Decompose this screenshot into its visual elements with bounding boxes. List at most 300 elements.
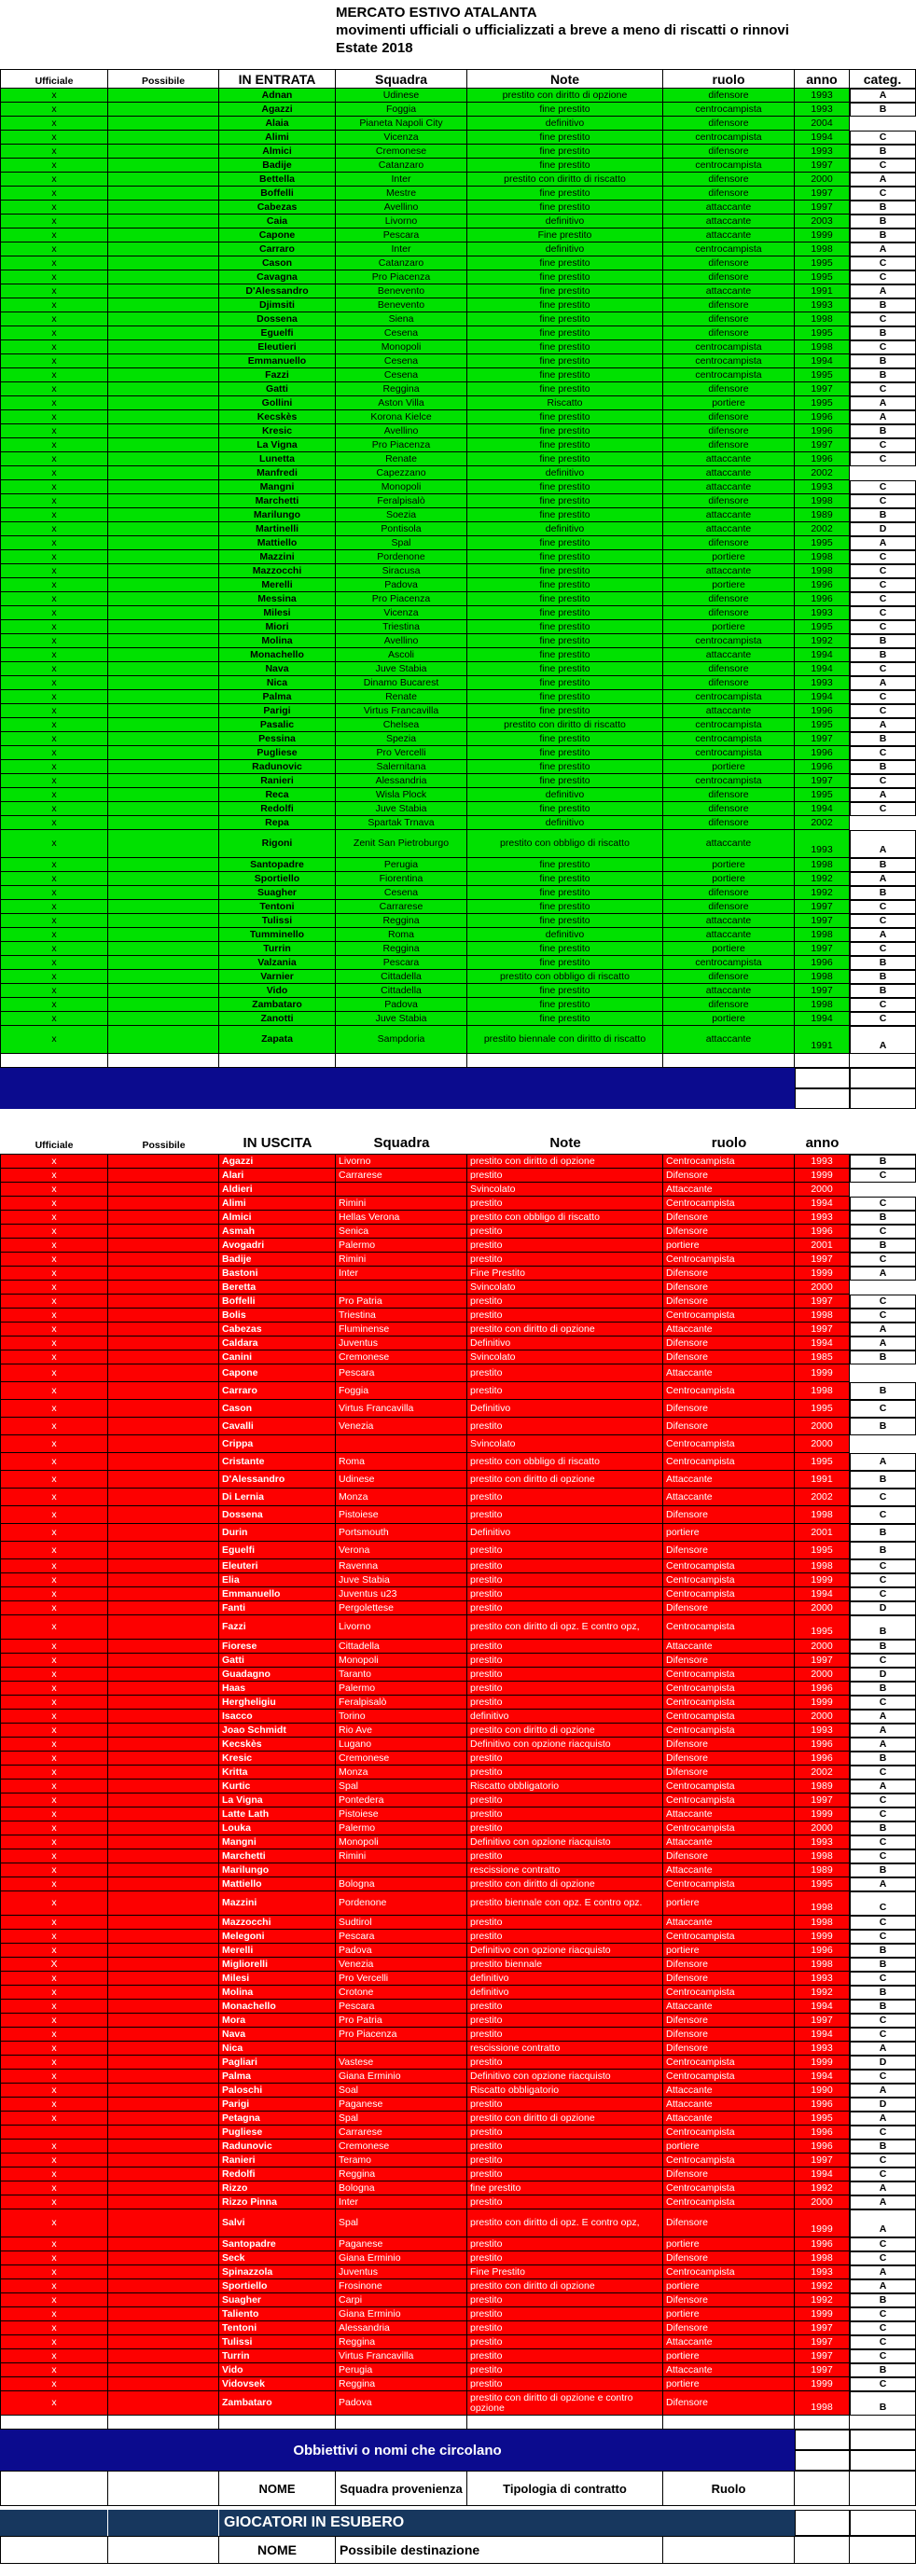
- cell-possibile[interactable]: [108, 1710, 219, 1724]
- cell-possibile[interactable]: [108, 1986, 219, 2000]
- cell-squadra[interactable]: Pescara: [336, 956, 467, 970]
- cell-player-name[interactable]: Fiorese: [219, 1640, 336, 1654]
- cell-anno[interactable]: 1996: [795, 1738, 850, 1752]
- cell-ruolo[interactable]: Centrocampista: [663, 1794, 795, 1807]
- cell-player-name[interactable]: Lunetta: [219, 452, 336, 466]
- cell-note[interactable]: prestito: [467, 1559, 663, 1573]
- cell-note[interactable]: fine prestito: [467, 340, 663, 354]
- cell-possibile[interactable]: [108, 1916, 219, 1930]
- cell-squadra[interactable]: Carrarese: [336, 1169, 467, 1183]
- cell-squadra[interactable]: Reggina: [336, 2167, 467, 2181]
- cell-possibile[interactable]: [108, 634, 219, 648]
- cell-categ[interactable]: C: [850, 606, 916, 620]
- cell-anno[interactable]: 2000: [795, 1183, 850, 1197]
- cell-ruolo[interactable]: difensore: [663, 900, 795, 914]
- cell-possibile[interactable]: [108, 173, 219, 187]
- cell-ruolo[interactable]: portiere: [663, 550, 795, 564]
- cell-anno[interactable]: 1996: [795, 2098, 850, 2112]
- cell-note[interactable]: fine prestito: [467, 802, 663, 816]
- cell-squadra[interactable]: Spal: [336, 1780, 467, 1794]
- cell-ruolo[interactable]: Centrocampista: [663, 2195, 795, 2209]
- cell-note[interactable]: prestito: [467, 1640, 663, 1654]
- cell-player-name[interactable]: Fazzi: [219, 1615, 336, 1640]
- cell-possibile[interactable]: [108, 2209, 219, 2237]
- cell-categ[interactable]: C: [850, 1766, 916, 1780]
- cell-ufficiale[interactable]: x: [0, 2112, 108, 2126]
- cell-squadra[interactable]: Crotone: [336, 1986, 467, 2000]
- cell-player-name[interactable]: Mangni: [219, 480, 336, 494]
- cell-note[interactable]: prestito: [467, 2140, 663, 2154]
- cell-categ[interactable]: C: [850, 312, 916, 326]
- cell-possibile[interactable]: [108, 2349, 219, 2363]
- cell-anno[interactable]: 1995: [795, 718, 850, 732]
- cell-ruolo[interactable]: Centrocampista: [663, 1615, 795, 1640]
- cell-anno[interactable]: 1998: [795, 1506, 850, 1524]
- cell-possibile[interactable]: [108, 242, 219, 256]
- cell-ufficiale[interactable]: x: [0, 1986, 108, 2000]
- cell-ruolo[interactable]: Difensore: [663, 1766, 795, 1780]
- cell-possibile[interactable]: [108, 187, 219, 201]
- cell-note[interactable]: prestito con diritto di opz. E contro opz,: [467, 2209, 663, 2237]
- cell-squadra[interactable]: Lugano: [336, 1738, 467, 1752]
- cell-squadra[interactable]: Mestre: [336, 187, 467, 201]
- cell-squadra[interactable]: Pistoiese: [336, 1807, 467, 1821]
- cell-player-name[interactable]: Cristante: [219, 1453, 336, 1471]
- cell-squadra[interactable]: Carpi: [336, 2293, 467, 2307]
- cell-categ[interactable]: C: [850, 438, 916, 452]
- cell-squadra[interactable]: Padova: [336, 1944, 467, 1958]
- cell-squadra[interactable]: Korona Kielce: [336, 410, 467, 424]
- cell-squadra[interactable]: Foggia: [336, 1382, 467, 1400]
- cell-anno[interactable]: 1993: [795, 2042, 850, 2056]
- cell-player-name[interactable]: Redolfi: [219, 802, 336, 816]
- cell-anno[interactable]: 1995: [795, 620, 850, 634]
- cell-ufficiale[interactable]: x: [0, 1364, 108, 1382]
- cell-squadra[interactable]: Roma: [336, 1453, 467, 1471]
- cell-anno[interactable]: 1997: [795, 2335, 850, 2349]
- header-squadra[interactable]: Squadra: [373, 1135, 430, 1151]
- cell-anno[interactable]: 2004: [795, 117, 850, 131]
- cell-ruolo[interactable]: attaccante: [663, 522, 795, 536]
- cell-ufficiale[interactable]: x: [0, 704, 108, 718]
- cell-note[interactable]: definitivo: [467, 1972, 663, 1986]
- cell-ruolo[interactable]: Attaccante: [663, 1640, 795, 1654]
- cell-ufficiale[interactable]: x: [0, 774, 108, 788]
- cell-anno[interactable]: 1991: [795, 1026, 850, 1054]
- cell-squadra[interactable]: Soezia: [336, 508, 467, 522]
- cell-ufficiale[interactable]: x: [0, 438, 108, 452]
- cell-note[interactable]: fine prestito: [467, 270, 663, 284]
- cell-note[interactable]: prestito: [467, 2237, 663, 2251]
- cell-note[interactable]: fine prestito: [467, 159, 663, 173]
- cell-player-name[interactable]: Monachello: [219, 2000, 336, 2014]
- cell-ruolo[interactable]: centrocampista: [663, 368, 795, 382]
- cell-note[interactable]: prestito: [467, 1682, 663, 1696]
- cell-squadra[interactable]: Bologna: [336, 1877, 467, 1891]
- cell-categ[interactable]: C: [850, 592, 916, 606]
- cell-squadra[interactable]: Taranto: [336, 1668, 467, 1682]
- cell-player-name[interactable]: Varnier: [219, 970, 336, 984]
- cell-ufficiale[interactable]: x: [0, 2335, 108, 2349]
- cell-categ[interactable]: B: [850, 424, 916, 438]
- cell-note[interactable]: fine prestito: [467, 774, 663, 788]
- cell-possibile[interactable]: [108, 1323, 219, 1336]
- cell-anno[interactable]: 1993: [795, 606, 850, 620]
- cell-possibile[interactable]: [108, 117, 219, 131]
- cell-anno[interactable]: 1998: [795, 340, 850, 354]
- cell-squadra[interactable]: Cremonese: [336, 1350, 467, 1364]
- cell-anno[interactable]: 2003: [795, 215, 850, 229]
- cell-categ[interactable]: C: [850, 2070, 916, 2084]
- cell-anno[interactable]: 1995: [795, 1877, 850, 1891]
- cell-note[interactable]: Svincolato: [467, 1183, 663, 1197]
- cell-squadra[interactable]: Pontedera: [336, 1794, 467, 1807]
- cell-ruolo[interactable]: Difensore: [663, 2321, 795, 2335]
- cell-ufficiale[interactable]: x: [0, 1524, 108, 1542]
- cell-squadra[interactable]: Reggina: [336, 914, 467, 928]
- cell-ufficiale[interactable]: x: [0, 1615, 108, 1640]
- cell-possibile[interactable]: [108, 1752, 219, 1766]
- cell-squadra[interactable]: Salernitana: [336, 760, 467, 774]
- cell-ufficiale[interactable]: x: [0, 1682, 108, 1696]
- cell-squadra[interactable]: Reggina: [336, 942, 467, 956]
- cell-possibile[interactable]: [108, 229, 219, 242]
- cell-categ[interactable]: C: [850, 1835, 916, 1849]
- cell-ruolo[interactable]: portiere: [663, 2140, 795, 2154]
- cell-ruolo[interactable]: attaccante: [663, 215, 795, 229]
- cell-categ[interactable]: B: [850, 1524, 916, 1542]
- cell-categ[interactable]: C: [850, 690, 916, 704]
- cell-player-name[interactable]: Messina: [219, 592, 336, 606]
- cell-anno[interactable]: 1991: [795, 1471, 850, 1489]
- cell-note[interactable]: prestito con obbligo di riscatto: [467, 970, 663, 984]
- cell-player-name[interactable]: Repa: [219, 816, 336, 830]
- cell-categ[interactable]: C: [850, 1309, 916, 1323]
- cell-ufficiale[interactable]: x: [0, 2014, 108, 2028]
- cell-categ[interactable]: C: [850, 550, 916, 564]
- cell-possibile[interactable]: [108, 159, 219, 173]
- cell-ufficiale[interactable]: X: [0, 1958, 108, 1972]
- cell-ufficiale[interactable]: x: [0, 1253, 108, 1267]
- cell-ruolo[interactable]: centrocampista: [663, 634, 795, 648]
- cell-anno[interactable]: 1992: [795, 2293, 850, 2307]
- cell-ufficiale[interactable]: x: [0, 1542, 108, 1559]
- cell-possibile[interactable]: [108, 1573, 219, 1587]
- cell-anno[interactable]: 1999: [795, 1930, 850, 1944]
- cell-anno[interactable]: 1996: [795, 424, 850, 438]
- cell-categ[interactable]: A: [850, 788, 916, 802]
- cell-anno[interactable]: 1995: [795, 1542, 850, 1559]
- cell-squadra[interactable]: Hellas Verona: [336, 1211, 467, 1225]
- cell-ufficiale[interactable]: x: [0, 732, 108, 746]
- cell-categ[interactable]: B: [850, 368, 916, 382]
- cell-ruolo[interactable]: attaccante: [663, 704, 795, 718]
- cell-squadra[interactable]: Siracusa: [336, 564, 467, 578]
- cell-possibile[interactable]: [108, 410, 219, 424]
- cell-anno[interactable]: 1999: [795, 229, 850, 242]
- cell-categ[interactable]: C: [850, 382, 916, 396]
- cell-note[interactable]: definitivo: [467, 466, 663, 480]
- cell-ruolo[interactable]: Centrocampista: [663, 2154, 795, 2167]
- cell-categ[interactable]: B: [850, 2293, 916, 2307]
- cell-possibile[interactable]: [108, 2154, 219, 2167]
- cell-ufficiale[interactable]: x: [0, 298, 108, 312]
- cell-ufficiale[interactable]: x: [0, 187, 108, 201]
- cell-possibile[interactable]: [108, 858, 219, 872]
- cell-note[interactable]: fine prestito: [467, 634, 663, 648]
- cell-anno[interactable]: 1996: [795, 1225, 850, 1239]
- cell-anno[interactable]: 1999: [795, 1364, 850, 1382]
- cell-player-name[interactable]: Nica: [219, 2042, 336, 2056]
- cell-squadra[interactable]: Alessandria: [336, 2321, 467, 2335]
- cell-ufficiale[interactable]: x: [0, 2265, 108, 2279]
- cell-categ[interactable]: B: [850, 1640, 916, 1654]
- cell-possibile[interactable]: [108, 648, 219, 662]
- cell-possibile[interactable]: [108, 2363, 219, 2377]
- cell-player-name[interactable]: Alimi: [219, 131, 336, 145]
- cell-ufficiale[interactable]: x: [0, 354, 108, 368]
- cell-ruolo[interactable]: Centrocampista: [663, 2126, 795, 2140]
- cell-note[interactable]: fine prestito: [467, 746, 663, 760]
- cell-ufficiale[interactable]: x: [0, 1400, 108, 1418]
- cell-ufficiale[interactable]: x: [0, 466, 108, 480]
- cell-ruolo[interactable]: difensore: [663, 970, 795, 984]
- cell-note[interactable]: fine prestito: [467, 900, 663, 914]
- cell-player-name[interactable]: Carraro: [219, 242, 336, 256]
- cell-ufficiale[interactable]: x: [0, 117, 108, 131]
- cell-anno[interactable]: 1997: [795, 1295, 850, 1309]
- cell-categ[interactable]: D: [850, 2098, 916, 2112]
- cell-ruolo[interactable]: attaccante: [663, 480, 795, 494]
- cell-possibile[interactable]: [108, 1225, 219, 1239]
- cell-ufficiale[interactable]: x: [0, 1724, 108, 1738]
- cell-categ[interactable]: C: [850, 1849, 916, 1863]
- cell-squadra[interactable]: Feralpisalò: [336, 1696, 467, 1710]
- cell-player-name[interactable]: Seck: [219, 2251, 336, 2265]
- cell-ruolo[interactable]: centrocampista: [663, 131, 795, 145]
- cell-possibile[interactable]: [108, 2335, 219, 2349]
- cell-ufficiale[interactable]: x: [0, 2000, 108, 2014]
- cell-player-name[interactable]: Elia: [219, 1573, 336, 1587]
- cell-possibile[interactable]: [108, 676, 219, 690]
- cell-anno[interactable]: 1989: [795, 1863, 850, 1877]
- cell-squadra[interactable]: Portsmouth: [336, 1524, 467, 1542]
- cell-possibile[interactable]: [108, 592, 219, 606]
- cell-possibile[interactable]: [108, 1877, 219, 1891]
- cell-note[interactable]: fine prestito: [467, 354, 663, 368]
- cell-player-name[interactable]: Mattiello: [219, 536, 336, 550]
- cell-ufficiale[interactable]: x: [0, 760, 108, 774]
- cell-categ[interactable]: C: [850, 746, 916, 760]
- cell-categ[interactable]: B: [850, 1155, 916, 1169]
- cell-ruolo[interactable]: attaccante: [663, 452, 795, 466]
- cell-player-name[interactable]: Beretta: [219, 1281, 336, 1295]
- cell-possibile[interactable]: [108, 1169, 219, 1183]
- cell-note[interactable]: fine prestito: [467, 872, 663, 886]
- cell-categ[interactable]: A: [850, 396, 916, 410]
- cell-possibile[interactable]: [108, 802, 219, 816]
- cell-player-name[interactable]: Pugliese: [219, 746, 336, 760]
- cell-ruolo[interactable]: difensore: [663, 592, 795, 606]
- cell-note[interactable]: fine prestito: [467, 858, 663, 872]
- cell-categ[interactable]: C: [850, 1972, 916, 1986]
- cell-categ[interactable]: A: [850, 1710, 916, 1724]
- cell-note[interactable]: fine prestito: [467, 1012, 663, 1026]
- cell-ruolo[interactable]: Centrocampista: [663, 1696, 795, 1710]
- cell-ruolo[interactable]: Centrocampista: [663, 1986, 795, 2000]
- cell-categ[interactable]: C: [850, 774, 916, 788]
- cell-squadra[interactable]: Pescara: [336, 1930, 467, 1944]
- cell-categ[interactable]: C: [850, 662, 916, 676]
- cell-ufficiale[interactable]: x: [0, 914, 108, 928]
- cell-possibile[interactable]: [108, 662, 219, 676]
- cell-anno[interactable]: 1996: [795, 956, 850, 970]
- cell-anno[interactable]: 1994: [795, 2000, 850, 2014]
- cell-ruolo[interactable]: Difensore: [663, 1295, 795, 1309]
- cell-ruolo[interactable]: difensore: [663, 802, 795, 816]
- cell-note[interactable]: fine prestito: [467, 620, 663, 634]
- cell-note[interactable]: prestito: [467, 2377, 663, 2391]
- cell-anno[interactable]: 1995: [795, 270, 850, 284]
- cell-note[interactable]: prestito: [467, 1309, 663, 1323]
- cell-anno[interactable]: 2000: [795, 173, 850, 187]
- cell-squadra[interactable]: Cremonese: [336, 145, 467, 159]
- cell-note[interactable]: Fine prestito: [467, 229, 663, 242]
- cell-player-name[interactable]: Louka: [219, 1821, 336, 1835]
- cell-squadra[interactable]: Paganese: [336, 2098, 467, 2112]
- cell-player-name[interactable]: Gatti: [219, 1654, 336, 1668]
- cell-player-name[interactable]: Pagliari: [219, 2056, 336, 2070]
- cell-player-name[interactable]: Gatti: [219, 382, 336, 396]
- cell-possibile[interactable]: [108, 606, 219, 620]
- cell-possibile[interactable]: [108, 1309, 219, 1323]
- cell-ufficiale[interactable]: x: [0, 1573, 108, 1587]
- cell-anno[interactable]: 2000: [795, 1668, 850, 1682]
- cell-ufficiale[interactable]: x: [0, 634, 108, 648]
- cell-categ[interactable]: C: [850, 1916, 916, 1930]
- cell-player-name[interactable]: Rigoni: [219, 830, 336, 858]
- cell-note[interactable]: Definitivo: [467, 1400, 663, 1418]
- header-possibile[interactable]: Possibile: [108, 69, 219, 89]
- cell-categ[interactable]: C: [850, 1295, 916, 1309]
- cell-categ[interactable]: C: [850, 1891, 916, 1916]
- cell-note[interactable]: prestito con diritto di opzione: [467, 1877, 663, 1891]
- cell-player-name[interactable]: Vido: [219, 984, 336, 998]
- header-anno[interactable]: anno: [805, 1135, 840, 1151]
- cell-ufficiale[interactable]: x: [0, 2098, 108, 2112]
- cell-player-name[interactable]: Radunovic: [219, 760, 336, 774]
- cell-ruolo[interactable]: Difensore: [663, 1211, 795, 1225]
- cell-categ[interactable]: C: [850, 2154, 916, 2167]
- cell-anno[interactable]: 1993: [795, 103, 850, 117]
- cell-player-name[interactable]: Pessina: [219, 732, 336, 746]
- cell-player-name[interactable]: Milesi: [219, 606, 336, 620]
- cell-note[interactable]: fine prestito: [467, 760, 663, 774]
- cell-ufficiale[interactable]: x: [0, 452, 108, 466]
- cell-note[interactable]: prestito: [467, 2195, 663, 2209]
- cell-categ[interactable]: B: [850, 984, 916, 998]
- cell-ruolo[interactable]: Difensore: [663, 1400, 795, 1418]
- cell-categ[interactable]: A: [850, 242, 916, 256]
- cell-categ[interactable]: A: [850, 2209, 916, 2237]
- cell-squadra[interactable]: Senica: [336, 1225, 467, 1239]
- cell-ruolo[interactable]: portiere: [663, 396, 795, 410]
- cell-squadra[interactable]: Padova: [336, 578, 467, 592]
- cell-player-name[interactable]: Radunovic: [219, 2140, 336, 2154]
- cell-ruolo[interactable]: Centrocampista: [663, 1780, 795, 1794]
- cell-player-name[interactable]: Marchetti: [219, 1849, 336, 1863]
- cell-categ[interactable]: C: [850, 1225, 916, 1239]
- cell-note[interactable]: prestito con diritto di opzione: [467, 1155, 663, 1169]
- cell-possibile[interactable]: [108, 145, 219, 159]
- cell-ruolo[interactable]: Difensore: [663, 1506, 795, 1524]
- cell-ufficiale[interactable]: x: [0, 1336, 108, 1350]
- cell-player-name[interactable]: Marchetti: [219, 494, 336, 508]
- cell-ufficiale[interactable]: x: [0, 900, 108, 914]
- cell-anno[interactable]: 1993: [795, 1835, 850, 1849]
- cell-ufficiale[interactable]: x: [0, 340, 108, 354]
- cell-ufficiale[interactable]: x: [0, 1752, 108, 1766]
- cell-ufficiale[interactable]: x: [0, 816, 108, 830]
- cell-squadra[interactable]: Juve Stabia: [336, 662, 467, 676]
- cell-ufficiale[interactable]: x: [0, 2084, 108, 2098]
- cell-possibile[interactable]: [108, 1696, 219, 1710]
- cell-ruolo[interactable]: Attaccante: [663, 1489, 795, 1506]
- cell-squadra[interactable]: Catanzaro: [336, 256, 467, 270]
- cell-squadra[interactable]: Pescara: [336, 1364, 467, 1382]
- cell-anno[interactable]: 2000: [795, 1418, 850, 1435]
- cell-squadra[interactable]: Rimini: [336, 1253, 467, 1267]
- cell-possibile[interactable]: [108, 312, 219, 326]
- cell-anno[interactable]: 1997: [795, 201, 850, 215]
- cell-ruolo[interactable]: Attaccante: [663, 1183, 795, 1197]
- cell-player-name[interactable]: Latte Lath: [219, 1807, 336, 1821]
- cell-anno[interactable]: 1999: [795, 1696, 850, 1710]
- cell-note[interactable]: prestito: [467, 1295, 663, 1309]
- cell-squadra[interactable]: Cittadella: [336, 984, 467, 998]
- cell-ruolo[interactable]: Attaccante: [663, 2112, 795, 2126]
- cell-categ[interactable]: A: [850, 830, 916, 858]
- cell-player-name[interactable]: Zambataro: [219, 998, 336, 1012]
- cell-possibile[interactable]: [108, 690, 219, 704]
- cell-anno[interactable]: 1999: [795, 1169, 850, 1183]
- cell-squadra[interactable]: Inter: [336, 242, 467, 256]
- cell-ufficiale[interactable]: x: [0, 1239, 108, 1253]
- cell-categ[interactable]: C: [850, 1506, 916, 1524]
- cell-possibile[interactable]: [108, 2167, 219, 2181]
- cell-player-name[interactable]: Almici: [219, 1211, 336, 1225]
- cell-note[interactable]: definitivo: [467, 117, 663, 131]
- cell-note[interactable]: prestito: [467, 2293, 663, 2307]
- cell-possibile[interactable]: [108, 2293, 219, 2307]
- cell-player-name[interactable]: Haas: [219, 1682, 336, 1696]
- cell-anno[interactable]: 1999: [795, 1807, 850, 1821]
- cell-note[interactable]: Definitivo: [467, 1336, 663, 1350]
- cell-note[interactable]: Definitivo con opzione riacquisto: [467, 1944, 663, 1958]
- cell-possibile[interactable]: [108, 1821, 219, 1835]
- cell-player-name[interactable]: Durin: [219, 1524, 336, 1542]
- cell-ruolo[interactable]: difensore: [663, 187, 795, 201]
- cell-possibile[interactable]: [108, 774, 219, 788]
- cell-squadra[interactable]: Catanzaro: [336, 159, 467, 173]
- cell-possibile[interactable]: [108, 1400, 219, 1418]
- cell-ruolo[interactable]: Difensore: [663, 1972, 795, 1986]
- cell-player-name[interactable]: Alimi: [219, 1197, 336, 1211]
- cell-possibile[interactable]: [108, 284, 219, 298]
- cell-ruolo[interactable]: difensore: [663, 270, 795, 284]
- cell-possibile[interactable]: [108, 103, 219, 117]
- cell-squadra[interactable]: Bologna: [336, 2181, 467, 2195]
